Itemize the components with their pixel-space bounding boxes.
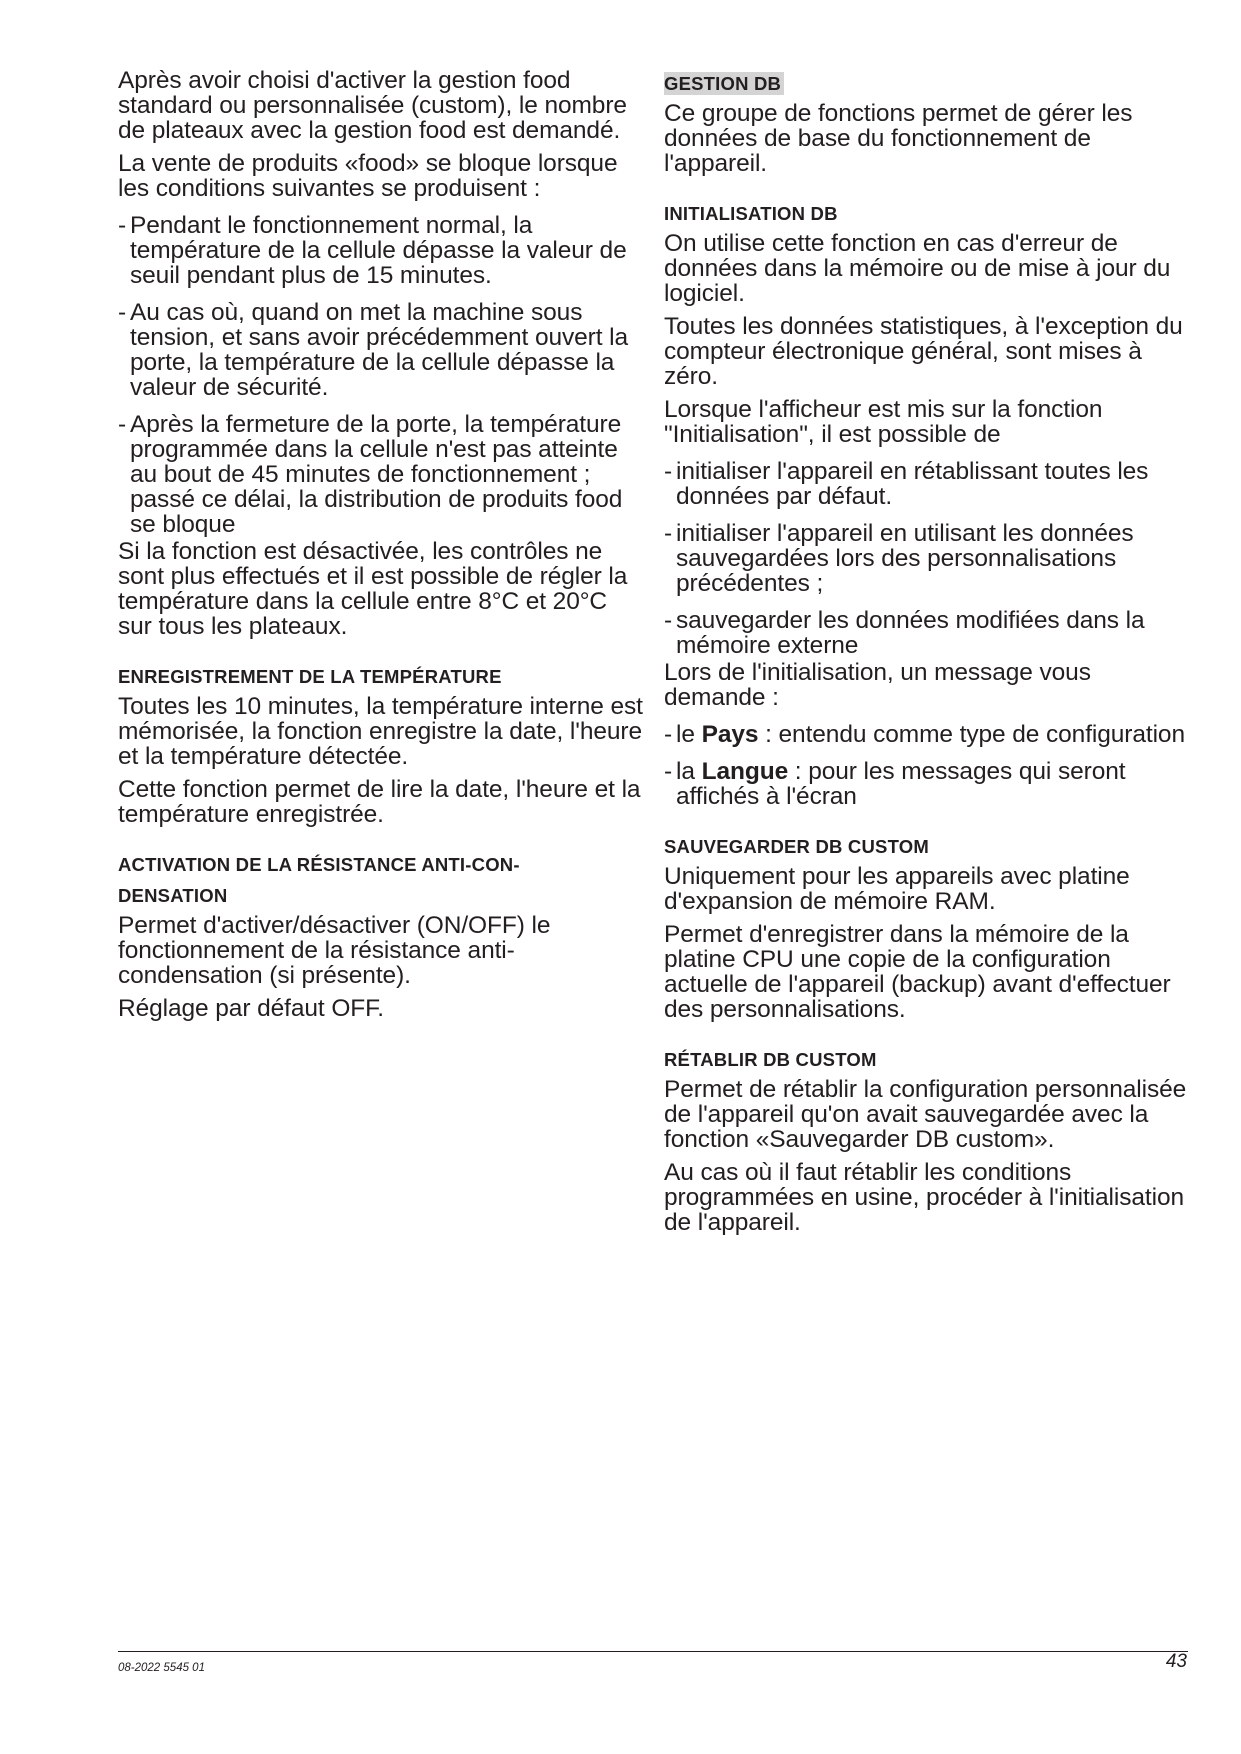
initialisation-paragraph-3: Lorsque l'afficheur est mis sur la fonction "Initialisation", il est possible de <box>664 396 1103 448</box>
initialisation-paragraph-1: On utilise cette fonction en cas d'erreur de données dans la mémoire ou de mise à jour du logiciel. <box>664 230 1171 307</box>
retablir-paragraph-2: Au cas où il faut rétablir les conditions programmées en usine, procéder à l'initialisation de l'appareil. <box>664 1159 1184 1236</box>
activation-heading-line-2: DENSATION <box>118 885 228 906</box>
retablir-paragraph-1: Permet de rétablir la configuration personnalisée de l'appareil qu'on avait sauvegardée avec la fonction «Sauvegarder DB custom». <box>664 1076 1187 1153</box>
retablir-heading: RÉTABLIR DB CUSTOM <box>664 1049 877 1070</box>
activation-paragraph-2: Réglage par défaut OFF. <box>118 995 384 1022</box>
condition-item-2: - Au cas où, quand on met la machine sous tension, et sans avoir précédemment ouvert la porte, la température de la cellule dépasse la valeur de sécurité. <box>118 299 629 401</box>
sauvegarder-heading: SAUVEGARDER DB CUSTOM <box>664 836 929 857</box>
disabled-paragraph: Si la fonction est désactivée, les contrôles ne sont plus effectués et il est possible de régler la température dans la cellule entre 8°C et 20°C sur tous les plateaux. <box>118 538 628 640</box>
initialisation-paragraph-2: Toutes les données statistiques, à l'exception du compteur électronique général, sont mises à zéro. <box>664 313 1183 390</box>
pays-item: - le Pays : entendu comme type de configuration <box>664 721 1185 748</box>
initialisation-heading: INITIALISATION DB <box>664 203 838 224</box>
enregistrement-paragraph-2: Cette fonction permet de lire la date, l'heure et la température enregistrée. <box>118 776 641 828</box>
langue-item: - la Langue : pour les messages qui seront affichés à l'écran <box>664 758 1126 810</box>
condition-item-3: - Après la fermeture de la porte, la température programmée dans la cellule n'est pas atteinte au bout de 45 minutes de fonctionnement ; passé ce délai, la distribution de produits food se bloque <box>118 411 623 538</box>
intro-paragraph-2: La vente de produits «food» se bloque lorsque les conditions suivantes se produisent : <box>118 150 618 202</box>
activation-heading-line-1: ACTIVATION DE LA RÉSISTANCE ANTI-CON- <box>118 854 520 875</box>
right-column <box>664 68 1194 1243</box>
init-option-1: - initialiser l'appareil en rétablissant toutes les données par défaut. <box>664 458 1149 510</box>
enregistrement-heading: ENREGISTREMENT DE LA TEMPÉRATURE <box>118 666 502 687</box>
footer-divider <box>118 1651 1188 1652</box>
condition-item-1: - Pendant le fonctionnement normal, la température de la cellule dépasse la valeur de seuil pendant plus de 15 minutes. <box>118 212 627 289</box>
left-column <box>118 68 643 1029</box>
gestion-db-paragraph: Ce groupe de fonctions permet de gérer les données de base du fonctionnement de l'appareil. <box>664 100 1133 177</box>
enregistrement-paragraph-1: Toutes les 10 minutes, la température interne est mémorisée, la fonction enregistre la date, l'heure et la température détectée. <box>118 693 643 770</box>
intro-paragraph-1: Après avoir choisi d'activer la gestion food standard ou personnalisée (custom), le nombre de plateaux avec la gestion food est demandé. <box>118 67 627 144</box>
sauvegarder-paragraph-2: Permet d'enregistrer dans la mémoire de la platine CPU une copie de la configuration actuelle de l'appareil (backup) avant d'effectuer des personnalisations. <box>664 921 1171 1023</box>
activation-paragraph-1: Permet d'activer/désactiver (ON/OFF) le fonctionnement de la résistance anti-condensation (si présente). <box>118 912 551 989</box>
activation-heading <box>118 849 643 911</box>
initialisation-paragraph-4: Lors de l'initialisation, un message vous demande : <box>664 659 1091 711</box>
init-option-2: - initialiser l'appareil en utilisant les données sauvegardées lors des personnalisations précédentes ; <box>664 520 1134 597</box>
footer-doc-code: 08-2022 5545 01 <box>118 1662 205 1674</box>
init-option-3: - sauvegarder les données modifiées dans la mémoire externe <box>664 607 1145 659</box>
gestion-db-heading: GESTION DB <box>664 68 1194 99</box>
page-number: 43 <box>1165 1651 1187 1672</box>
sauvegarder-paragraph-1: Uniquement pour les appareils avec platine d'expansion de mémoire RAM. <box>664 863 1130 915</box>
